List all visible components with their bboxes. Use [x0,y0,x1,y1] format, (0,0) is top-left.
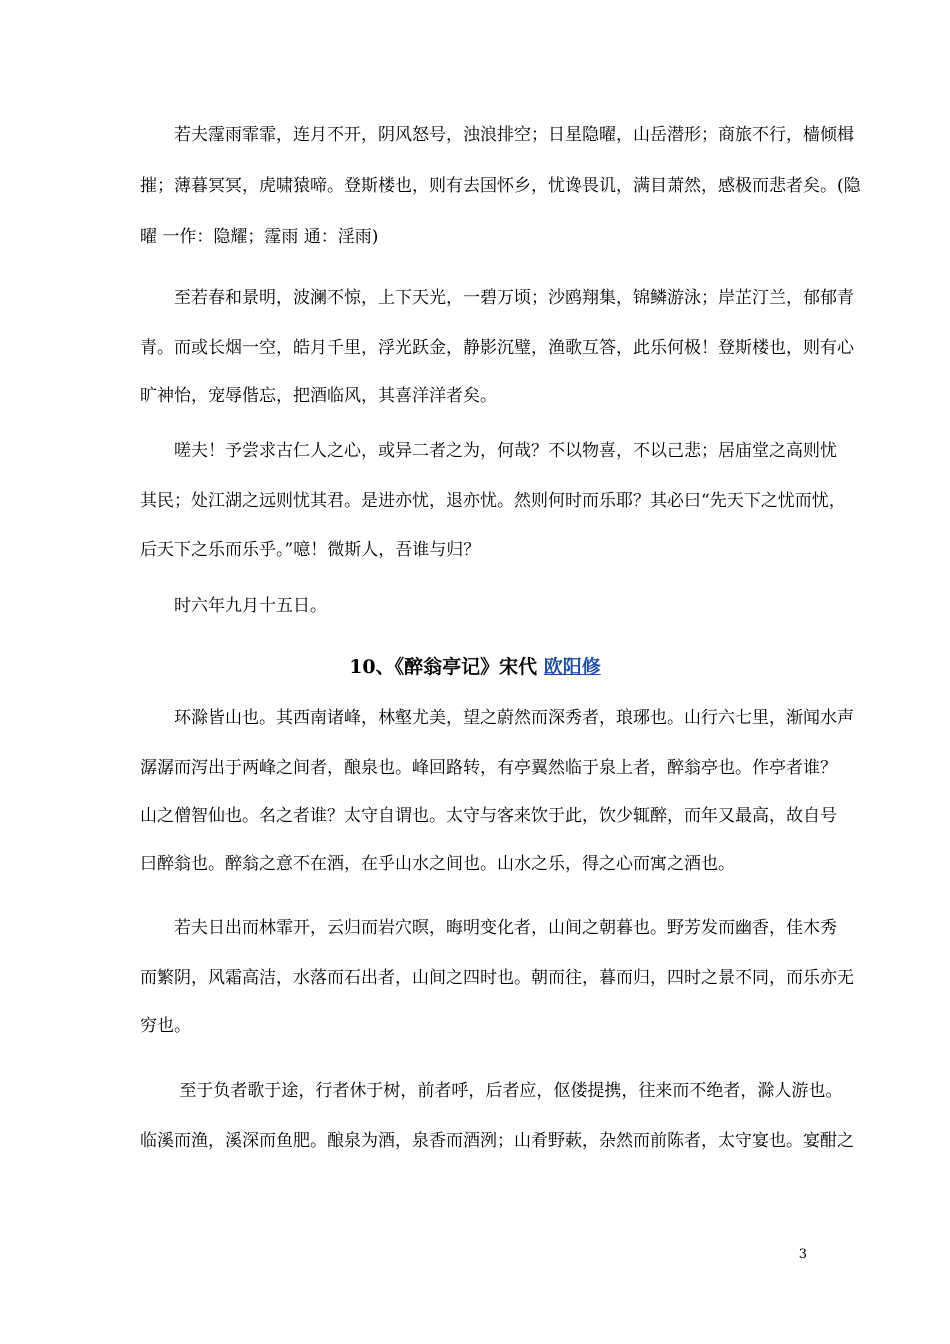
paragraph-line: 潺潺而泻出于两峰之间者，酿泉也。峰回路转，有亭翼然临于泉上者，醉翁亭也。作亭者谁？ [140,758,837,778]
paragraph-line: 若夫霪雨霏霏，连月不开，阴风怒号，浊浪排空；日星隐曜，山岳潜形；商旅不行，樯倾楫 [140,125,854,145]
paragraph-line: 曜 一作：隐耀；霪雨 通：淫雨) [140,227,379,247]
paragraph-line: 摧；薄暮冥冥，虎啸猿啼。登斯楼也，则有去国怀乡，忧谗畏讥，满目萧然，感极而悲者矣。(隐 [140,176,861,196]
paragraph-line: 穷也。 [140,1016,191,1036]
paragraph-line: 若夫日出而林霏开，云归而岩穴暝，晦明变化者，山间之朝暮也。野芳发而幽香，佳木秀 [140,918,837,938]
paragraph-line: 后天下之乐而乐乎。”噫！微斯人，吾谁与归？ [140,540,481,560]
paragraph-line: 嗟夫！予尝求古仁人之心，或异二者之为，何哉？不以物喜，不以己悲；居庙堂之高则忧 [140,441,837,461]
paragraph-line: 至若春和景明，波澜不惊，上下天光，一碧万顷；沙鸥翔集，锦鳞游泳；岸芷汀兰，郁郁青 [140,288,854,308]
section-heading [140,655,810,679]
paragraph-line: 山之僧智仙也。名之者谁？太守自谓也。太守与客来饮于此，饮少辄醉，而年又最高，故自号 [140,806,837,826]
paragraph-line: 旷神怡，宠辱偕忘，把酒临风，其喜洋洋者矣。 [140,386,497,406]
paragraph-line: 而繁阴，风霜高洁，水落而石出者，山间之四时也。朝而往，暮而归，四时之景不同，而乐亦无 [140,968,854,988]
paragraph-line: 其民；处江湖之远则忧其君。是进亦忧，退亦忧。然则何时而乐耶？其必曰“先天下之忧而忧， [140,491,846,511]
paragraph-line: 环滁皆山也。其西南诸峰，林壑尤美，望之蔚然而深秀者，琅琊也。山行六七里，渐闻水声 [140,708,854,728]
paragraph-line: 青。而或长烟一空，皓月千里，浮光跃金，静影沉璧，渔歌互答，此乐何极！登斯楼也，则有心 [140,338,854,358]
paragraph-line: 曰醉翁也。醉翁之意不在酒，在乎山水之间也。山水之乐，得之心而寓之酒也。 [140,854,735,874]
paragraph-line: 至于负者歌于途，行者休于树，前者呼，后者应，伛偻提携，往来而不绝者，滁人游也。 [140,1081,843,1101]
section-heading-title: 10、《醉翁亭记》宋代 [349,656,538,678]
paragraph-line: 时六年九月十五日。 [140,596,327,616]
paragraph-line: 临溪而渔，溪深而鱼肥。酿泉为酒，泉香而酒洌；山肴野蔌，杂然而前陈者，太守宴也。宴酣之 [140,1131,854,1151]
author-link[interactable]: 欧阳修 [543,656,601,678]
page-number: 3 [798,1247,807,1262]
